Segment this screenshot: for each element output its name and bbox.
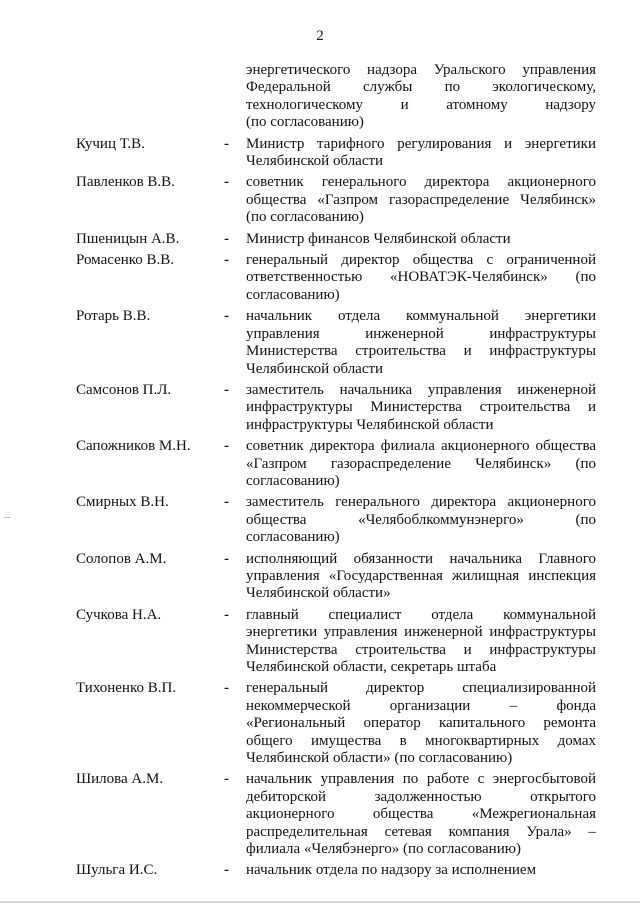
member-role [246,771,596,858]
member-role-line: советник генерального директора акционерного [246,174,596,191]
scan-bottom-edge [0,901,640,903]
member-role-line: (по согласованию) [246,209,364,226]
member-role-line: энергетики управления инженерной инфраструктуры [246,624,596,641]
member-row [72,494,596,546]
member-role [246,438,596,490]
member-role [246,607,596,677]
member-row [72,438,596,490]
member-role [246,174,596,226]
member-role-line: начальник управления по работе с энергосбытовой [246,771,596,788]
member-role-line: Министерства строительства и инфраструктуры [246,343,596,360]
member-role-line: распределительная сетевая компания Урала» – [246,823,596,840]
member-role-line: Челябинской области [246,153,384,170]
member-row [72,680,596,767]
member-role-line: Челябинской области» (по согласованию) [246,750,513,767]
member-role-line: Челябинской области, секретарь штаба [246,659,497,675]
member-row [72,62,596,132]
member-name: Сапожников М.Н. [76,438,191,455]
member-role-line: генеральный директор общества с ограниченной [246,252,596,269]
member-role [246,231,596,248]
member-name: Ротарь В.В. [76,308,151,325]
member-row [72,862,592,879]
member-dash [224,62,246,132]
member-role [246,308,596,378]
member-role-line: заместитель начальника управления инженерной [246,381,596,398]
member-dash: - [224,438,229,455]
member-name: Кучиц Т.В. [76,135,145,152]
member-role-line: Федеральной службы по экологическому, [246,79,596,96]
member-name: Тихоненко В.П. [76,680,177,697]
member-role [246,551,596,603]
member-row [72,771,596,858]
member-dash: - [224,862,229,879]
member-dash: - [224,308,229,325]
member-role-line: энергетического надзора Уральского управления [246,62,596,78]
member-role-line: управления «Государственная жилищная инспекция [246,567,596,584]
member-role [246,862,596,879]
scan-edge-mark [4,517,11,518]
member-dash: - [224,252,229,269]
member-row [72,381,596,434]
member-dash: - [224,174,229,191]
member-role-line: Челябинской области [246,360,384,377]
member-role-line: дебиторской задолженностью открытого [246,788,596,805]
member-name: Смирных В.Н. [76,494,169,511]
member-role-line: Челябинской области» [246,585,391,602]
member-role-line: общества «Газпром газораспределение Челябинск» [246,191,596,208]
member-role [246,62,596,132]
member-dash: - [224,550,229,567]
member-role-line: согласованию) [246,529,340,546]
member-role-line: акционерного общества «Межрегиональная [246,806,596,823]
member-row [72,231,592,248]
member-name: Ромасенко В.В. [76,252,175,269]
member-row [72,135,596,171]
member-role-line: Министр тарифного регулирования и энергетики [246,135,596,152]
member-name: Шилова А.М. [76,771,164,788]
member-role-line: главный специалист отдела коммунальной [246,606,596,623]
member-role-line: «Газпром газораспределение Челябинск» (по [246,455,596,472]
member-role-line: технологическому и атомному надзору [246,96,596,113]
member-role-line: заместитель генерального директора акционерного [246,494,596,511]
member-role [246,252,596,304]
member-role-line: согласованию) [246,286,340,303]
member-dash: - [224,680,229,697]
member-name: Сучкова Н.А. [76,606,162,623]
member-row [72,174,596,226]
member-row [72,308,596,378]
member-role-line: общества «Челябоблкоммунэнерго» (по [246,511,596,528]
member-dash: - [224,494,229,511]
member-role-line: согласованию) [246,472,340,489]
member-name: Самсонов П.Л. [76,381,172,398]
member-name: Шульга И.С. [76,862,158,879]
member-name: Солопов А.М. [76,550,167,567]
member-dash: - [224,135,229,152]
member-role-line: советник директора филиала акционерного общества [246,438,596,455]
member-list [72,62,596,884]
member-row [72,252,596,304]
member-dash: - [224,771,229,788]
member-role-line: филиала «Челябэнерго» (по согласованию) [246,841,521,858]
member-role-line: начальник отдела по надзору за исполнением [246,862,537,879]
member-role-line: Министерства строительства и инфраструктуры [246,641,596,658]
member-row [72,550,596,603]
member-dash: - [224,606,229,623]
member-role [246,494,596,546]
member-role-line: некоммерческой организации – фонда [246,697,596,714]
member-role-line: управления инженерной инфраструктуры [246,325,596,342]
member-dash: - [224,230,229,247]
member-name: Павленков В.В. [76,174,175,191]
member-role-line: инфраструктуры Министерства строительства и [246,399,596,416]
member-role [246,680,596,767]
page-number: 2 [316,28,324,44]
member-row [72,606,596,677]
member-role-line: общего имущества в многоквартирных домах [246,732,596,749]
member-name [72,62,224,132]
member-role-line: начальник отдела коммунальной энергетики [246,308,596,325]
member-role-line: генеральный директор специализированной [246,680,596,697]
member-dash: - [224,381,229,398]
member-role-line: ответственностью «НОВАТЭК-Челябинск» (по [246,269,596,286]
member-role [246,136,596,171]
member-role-line: (по согласованию) [246,114,364,131]
member-role-line: инфраструктуры Челябинской области [246,416,494,433]
member-role-line: Министр финансов Челябинской области [246,230,511,247]
member-name: Пшеницын А.В. [76,230,180,247]
member-role-line: «Региональный оператор капитального ремонта [246,715,596,732]
member-role [246,382,596,434]
member-role-line: исполняющий обязанности начальника Главного [246,550,596,567]
